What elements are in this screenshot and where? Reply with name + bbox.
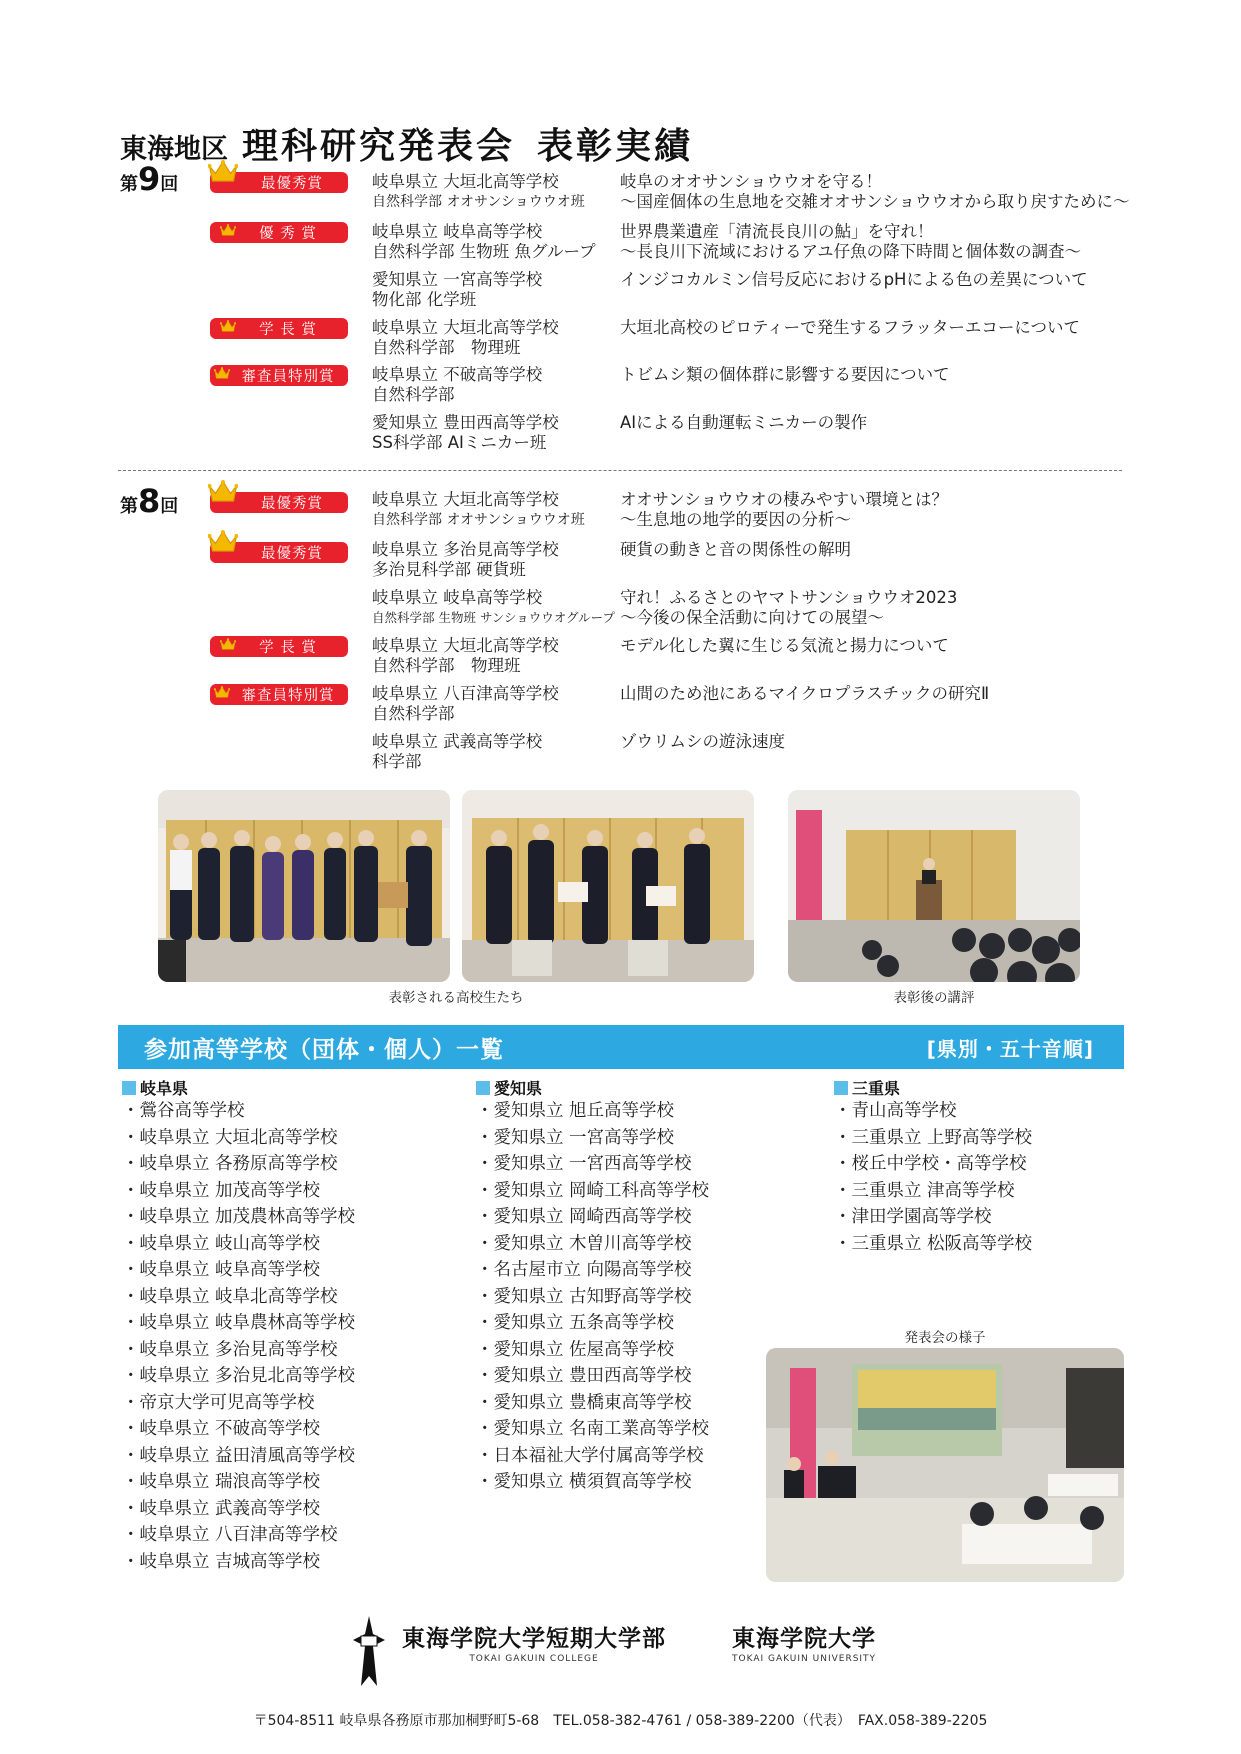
research-title: 世界農業遺産「清流長良川の鮎」を守れ！ ～長良川下流域におけるアユ仔魚の降下時間と個体数の調査～ — [620, 222, 1082, 261]
research-title: 守れ！ふるさとのヤマトサンショウウオ2023 ～今後の保全活動に向けての展望～ — [620, 588, 958, 627]
list-item: ・ 愛知県立 岡崎西高等学校 — [476, 1204, 709, 1231]
research-title: 岐阜のオオサンショウウオを守る！ ～国産個体の生息地を交雑オオサンショウウオから取り戻すために～ — [620, 172, 1130, 211]
list-item: ・ 愛知県立 佐屋高等学校 — [476, 1337, 709, 1364]
research-title: インジコカルミン信号反応におけるpHによる色の差異について — [620, 270, 1088, 289]
award-badge: 審査員特別賞 — [210, 684, 348, 705]
school-list-aichi — [476, 1098, 709, 1496]
crown-icon — [220, 224, 236, 237]
award-badge: 最優秀賞 — [210, 172, 348, 193]
contact-footer: 〒504-8511 岐阜県各務原市那加桐野町5-68 TEL.058-382-4761 / 058-389-2200（代表） FAX.058-389-2205 — [253, 1713, 988, 1729]
list-item: ・ 岐阜県立 岐山高等学校 — [122, 1231, 355, 1258]
award-badge: 最優秀賞 — [210, 542, 348, 563]
research-title: 大垣北高校のピロティーで発生するフラッターエコーについて — [620, 318, 1081, 337]
crown-icon — [208, 480, 238, 504]
list-item: ・ 愛知県立 名南工業高等学校 — [476, 1416, 709, 1443]
list-item: ・ 愛知県立 古知野高等学校 — [476, 1284, 709, 1311]
list-item: ・ 三重県立 上野高等学校 — [834, 1125, 1032, 1152]
school-entry: 岐阜県立 多治見高等学校 多治見科学部 硬貨班 — [372, 540, 559, 579]
caption-lecture: 表彰後の講評 — [893, 990, 975, 1006]
school-entry: 岐阜県立 岐阜高等学校 自然科学部 生物班 魚グループ — [372, 222, 596, 261]
award-badge: 学 長 賞 — [210, 318, 348, 339]
list-item: ・ 岐阜県立 岐阜高等学校 — [122, 1257, 355, 1284]
list-item: ・ 三重県立 津高等学校 — [834, 1178, 1032, 1205]
award-badge: 優 秀 賞 — [210, 222, 348, 243]
school-crest-logo — [349, 1614, 389, 1688]
research-title: トビムシ類の個体群に影響する要因について — [620, 365, 950, 384]
crown-icon — [214, 367, 230, 380]
list-item: ・ 愛知県立 豊田西高等学校 — [476, 1363, 709, 1390]
square-bullet-icon — [476, 1081, 490, 1095]
award-badge: 最優秀賞 — [210, 492, 348, 513]
school-entry: 岐阜県立 不破高等学校 自然科学部 — [372, 365, 543, 404]
list-item: ・ 岐阜県立 多治見北高等学校 — [122, 1363, 355, 1390]
list-item: ・ 帝京大学可児高等学校 — [122, 1390, 355, 1417]
list-item: ・ 桜丘中学校・高等学校 — [834, 1151, 1032, 1178]
pref-heading-mie: 三重県 — [834, 1076, 900, 1099]
list-item: ・ 愛知県立 旭丘高等学校 — [476, 1098, 709, 1125]
research-title: 硬貨の動きと音の関係性の解明 — [620, 540, 851, 559]
section-divider — [118, 470, 1122, 471]
school-list-gifu — [122, 1098, 355, 1575]
list-item: ・ 岐阜県立 岐阜北高等学校 — [122, 1284, 355, 1311]
crown-icon — [208, 160, 238, 184]
award-ceremony-photo-2 — [462, 790, 754, 982]
presentation-photo — [766, 1348, 1124, 1582]
award-ceremony-photo-1 — [158, 790, 450, 982]
list-item: ・ 岐阜県立 武義高等学校 — [122, 1496, 355, 1523]
list-item: ・ 愛知県立 木曽川高等学校 — [476, 1231, 709, 1258]
crown-icon — [220, 638, 236, 651]
list-item: ・ 岐阜県立 多治見高等学校 — [122, 1337, 355, 1364]
list-item: ・ 岐阜県立 加茂高等学校 — [122, 1178, 355, 1205]
square-bullet-icon — [122, 1081, 136, 1095]
pref-heading-gifu: 岐阜県 — [122, 1076, 188, 1099]
school-entry: 岐阜県立 岐阜高等学校 自然科学部 生物班 サンショウウオグループ — [372, 588, 616, 625]
square-bullet-icon — [834, 1081, 848, 1095]
title-sub: 表彰実績 — [537, 126, 694, 167]
participants-title: 参加高等学校（団体・個人）一覧 — [144, 1036, 504, 1063]
list-item: ・ 名古屋市立 向陽高等学校 — [476, 1257, 709, 1284]
crown-icon — [220, 320, 236, 333]
title-region: 東海地区 — [120, 134, 228, 165]
school-list-mie — [834, 1098, 1032, 1257]
list-item: ・ 愛知県立 一宮西高等学校 — [476, 1151, 709, 1178]
research-title: ゾウリムシの遊泳速度 — [620, 732, 785, 751]
list-item: ・ 岐阜県立 加茂農林高等学校 — [122, 1204, 355, 1231]
research-title: オオサンショウウオの棲みやすい環境とは？ ～生息地の地学的要因の分析～ — [620, 490, 948, 529]
list-item: ・ 三重県立 松阪高等学校 — [834, 1231, 1032, 1258]
school-entry: 愛知県立 豊田西高等学校 SS科学部 AIミニカー班 — [372, 413, 559, 452]
round-8-label: 第8回 — [120, 482, 179, 520]
school-entry: 岐阜県立 大垣北高等学校 自然科学部 物理班 — [372, 318, 559, 357]
lecture-photo — [788, 790, 1080, 982]
school-entry: 岐阜県立 大垣北高等学校 自然科学部 オオサンショウウオ班 — [372, 172, 585, 210]
participants-order: [県別・五十音順] — [926, 1036, 1094, 1061]
school-entry: 岐阜県立 八百津高等学校 自然科学部 — [372, 684, 559, 723]
school-entry: 岐阜県立 武義高等学校 科学部 — [372, 732, 543, 771]
list-item: ・ 青山高等学校 — [834, 1098, 1032, 1125]
list-item: ・ 愛知県立 岡崎工科高等学校 — [476, 1178, 709, 1205]
college-name: 東海学院大学短期大学部 TOKAI GAKUIN COLLEGE — [402, 1626, 666, 1664]
caption-students: 表彰される高校生たち — [388, 990, 524, 1006]
title-main: 理科研究発表会 — [242, 126, 516, 167]
list-item: ・ 愛知県立 横須賀高等学校 — [476, 1469, 709, 1496]
list-item: ・ 岐阜県立 瑞浪高等学校 — [122, 1469, 355, 1496]
research-title: モデル化した翼に生じる気流と揚力について — [620, 636, 949, 655]
research-title: 山間のため池にあるマイクロプラスチックの研究Ⅱ — [620, 684, 990, 703]
school-entry: 愛知県立 一宮高等学校 物化部 化学班 — [372, 270, 543, 309]
crown-icon — [214, 686, 230, 699]
list-item: ・ 愛知県立 五条高等学校 — [476, 1310, 709, 1337]
school-entry: 岐阜県立 大垣北高等学校 自然科学部 オオサンショウウオ班 — [372, 490, 585, 528]
round-9-label: 第9回 — [120, 160, 179, 198]
award-badge: 学 長 賞 — [210, 636, 348, 657]
research-title: AIによる自動運転ミニカーの製作 — [620, 413, 868, 432]
pref-heading-aichi: 愛知県 — [476, 1076, 542, 1099]
university-name: 東海学院大学 TOKAI GAKUIN UNIVERSITY — [732, 1626, 877, 1664]
caption-presentation: 発表会の様子 — [904, 1330, 986, 1346]
school-entry: 岐阜県立 大垣北高等学校 自然科学部 物理班 — [372, 636, 559, 675]
list-item: ・ 岐阜県立 岐阜農林高等学校 — [122, 1310, 355, 1337]
list-item: ・ 岐阜県立 大垣北高等学校 — [122, 1125, 355, 1152]
list-item: ・ 岐阜県立 八百津高等学校 — [122, 1522, 355, 1549]
page-title — [120, 118, 693, 169]
list-item: ・ 鶯谷高等学校 — [122, 1098, 355, 1125]
list-item: ・ 岐阜県立 各務原高等学校 — [122, 1151, 355, 1178]
participants-header — [118, 1025, 1124, 1069]
list-item: ・ 愛知県立 豊橋東高等学校 — [476, 1390, 709, 1417]
list-item: ・ 愛知県立 一宮高等学校 — [476, 1125, 709, 1152]
list-item: ・ 岐阜県立 吉城高等学校 — [122, 1549, 355, 1576]
crown-icon — [208, 530, 238, 554]
list-item: ・ 日本福祉大学付属高等学校 — [476, 1443, 709, 1470]
list-item: ・ 岐阜県立 不破高等学校 — [122, 1416, 355, 1443]
list-item: ・ 津田学園高等学校 — [834, 1204, 1032, 1231]
award-badge: 審査員特別賞 — [210, 365, 348, 386]
list-item: ・ 岐阜県立 益田清風高等学校 — [122, 1443, 355, 1470]
